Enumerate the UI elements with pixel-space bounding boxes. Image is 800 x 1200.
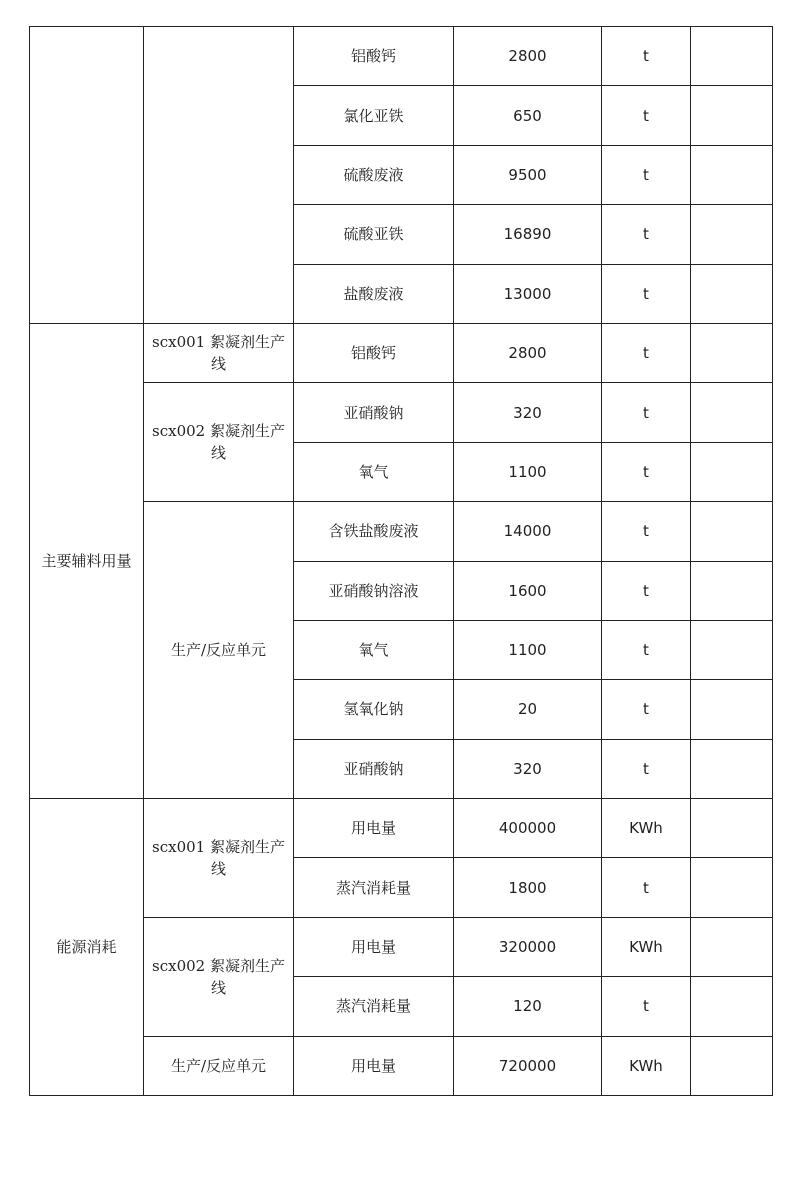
value-cell: 1100 (454, 442, 602, 501)
unit-cell: t (602, 977, 691, 1036)
item-cell: 含铁盐酸废液 (294, 502, 454, 561)
value-cell: 320 (454, 383, 602, 442)
category-cell: 能源消耗 (30, 799, 144, 1096)
note-cell (691, 858, 773, 917)
item-cell: 亚硝酸钠溶液 (294, 561, 454, 620)
item-cell: 硫酸废液 (294, 145, 454, 204)
value-cell: 1800 (454, 858, 602, 917)
note-cell (691, 383, 773, 442)
item-cell: 蒸汽消耗量 (294, 977, 454, 1036)
unit-name-cell: scx002 絮凝剂生产线 (144, 383, 294, 502)
value-cell: 1100 (454, 620, 602, 679)
value-cell: 120 (454, 977, 602, 1036)
item-cell: 氧气 (294, 442, 454, 501)
value-cell: 2800 (454, 27, 602, 86)
item-cell: 用电量 (294, 1036, 454, 1095)
unit-cell: t (602, 145, 691, 204)
unit-cell: KWh (602, 1036, 691, 1095)
note-cell (691, 86, 773, 145)
unit-name-cell: scx002 絮凝剂生产线 (144, 917, 294, 1036)
unit-name-cell: 生产/反应单元 (144, 502, 294, 799)
value-cell: 2800 (454, 323, 602, 382)
item-cell: 蒸汽消耗量 (294, 858, 454, 917)
value-cell: 20 (454, 680, 602, 739)
unit-name-cell (144, 27, 294, 324)
item-cell: 氢氧化钠 (294, 680, 454, 739)
note-cell (691, 1036, 773, 1095)
unit-cell: t (602, 86, 691, 145)
value-cell: 650 (454, 86, 602, 145)
item-cell: 氯化亚铁 (294, 86, 454, 145)
unit-cell: t (602, 620, 691, 679)
value-cell: 13000 (454, 264, 602, 323)
note-cell (691, 977, 773, 1036)
note-cell (691, 620, 773, 679)
value-cell: 14000 (454, 502, 602, 561)
item-cell: 铝酸钙 (294, 27, 454, 86)
unit-cell: t (602, 442, 691, 501)
item-cell: 铝酸钙 (294, 323, 454, 382)
item-cell: 用电量 (294, 799, 454, 858)
note-cell (691, 323, 773, 382)
unit-cell: t (602, 27, 691, 86)
unit-cell: KWh (602, 917, 691, 976)
note-cell (691, 145, 773, 204)
note-cell (691, 739, 773, 798)
value-cell: 1600 (454, 561, 602, 620)
value-cell: 16890 (454, 205, 602, 264)
note-cell (691, 502, 773, 561)
unit-cell: t (602, 205, 691, 264)
category-cell (30, 27, 144, 324)
unit-cell: t (602, 502, 691, 561)
category-cell: 主要辅料用量 (30, 323, 144, 798)
unit-cell: t (602, 858, 691, 917)
materials-energy-table (29, 26, 773, 1096)
value-cell: 400000 (454, 799, 602, 858)
note-cell (691, 264, 773, 323)
item-cell: 亚硝酸钠 (294, 739, 454, 798)
note-cell (691, 917, 773, 976)
unit-cell: t (602, 323, 691, 382)
value-cell: 9500 (454, 145, 602, 204)
note-cell (691, 799, 773, 858)
unit-name-cell: scx001 絮凝剂生产线 (144, 323, 294, 382)
unit-cell: t (602, 264, 691, 323)
note-cell (691, 27, 773, 86)
note-cell (691, 442, 773, 501)
item-cell: 亚硝酸钠 (294, 383, 454, 442)
item-cell: 用电量 (294, 917, 454, 976)
note-cell (691, 680, 773, 739)
value-cell: 320000 (454, 917, 602, 976)
note-cell (691, 205, 773, 264)
unit-name-cell: 生产/反应单元 (144, 1036, 294, 1095)
note-cell (691, 561, 773, 620)
unit-cell: t (602, 680, 691, 739)
unit-cell: t (602, 739, 691, 798)
item-cell: 硫酸亚铁 (294, 205, 454, 264)
table-row (30, 323, 773, 382)
table-row (30, 799, 773, 858)
item-cell: 氧气 (294, 620, 454, 679)
unit-name-cell: scx001 絮凝剂生产线 (144, 799, 294, 918)
unit-cell: t (602, 561, 691, 620)
value-cell: 720000 (454, 1036, 602, 1095)
value-cell: 320 (454, 739, 602, 798)
unit-cell: KWh (602, 799, 691, 858)
table-body (30, 27, 773, 1096)
item-cell: 盐酸废液 (294, 264, 454, 323)
unit-cell: t (602, 383, 691, 442)
table-row (30, 27, 773, 86)
